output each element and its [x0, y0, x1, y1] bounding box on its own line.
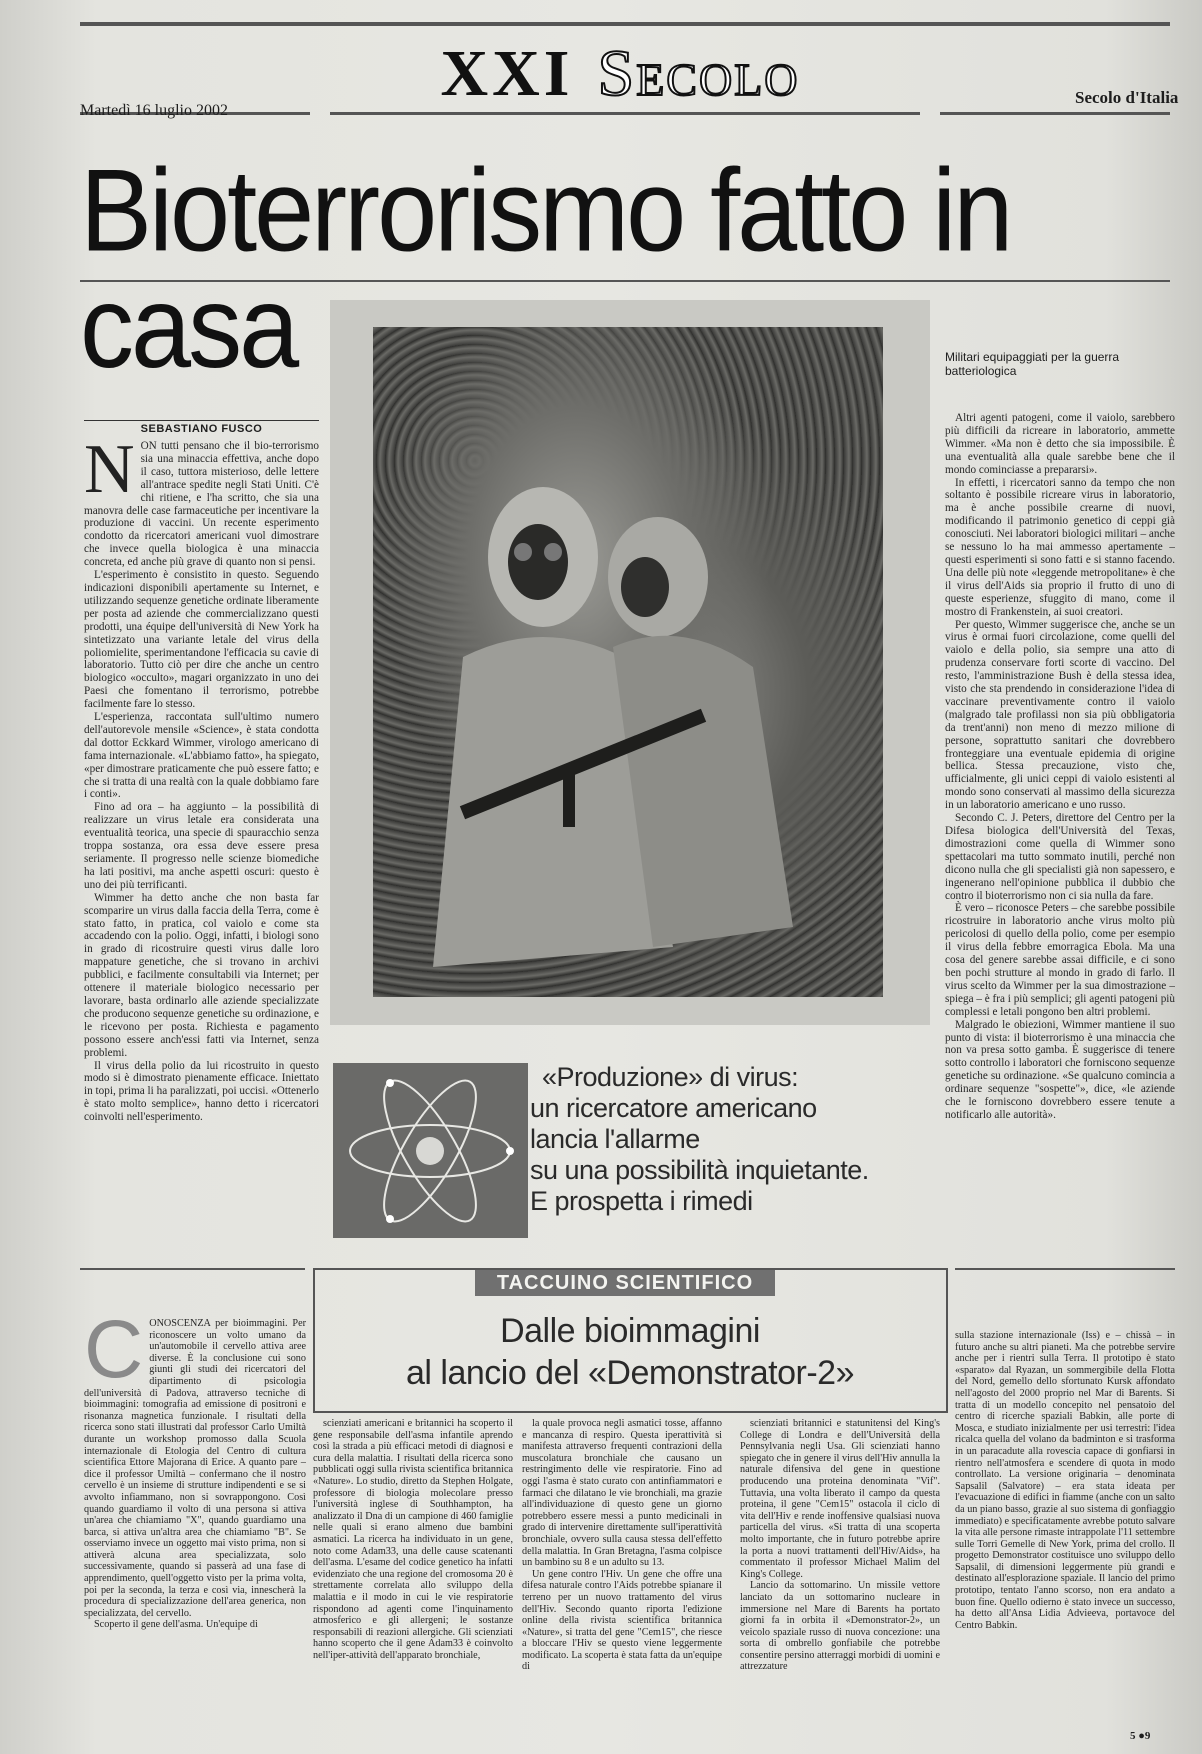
- paper-name: Secolo d'Italia: [1075, 88, 1179, 107]
- atom-icon: [333, 1063, 528, 1238]
- rifle-magazine: [563, 767, 575, 827]
- paragraph: Secondo C. J. Peters, direttore del Centro per la Difesa biologica dell'Università del Texas, dimostrazioni come quella di Wimmer sono spettacolari ma tutto sommato inutili, perché non dicono nulla che gli specialisti già non sapessero, e ingenerano nell'opinione pubblica il dubbio che contro il bioterrorismo non ci sia nulla da fare.: [945, 812, 1175, 902]
- paragraph: Un gene contro l'Hiv. Un gene che offre una difesa naturale contro l'Aids potrebbe spianare il terreno per un nuovo trattamento del virus dell'Hiv. Secondo quanto riporta l'edizione online della rivista scientifica britannica «Nature», si tratta del gene "Cem15", che riesce a bloccare l'Hiv se questo viene leggermente modificato. La scoperta è stata fatta da un'equipe di: [522, 1568, 722, 1673]
- page-number: 5 ●9: [1130, 1730, 1151, 1742]
- pull-quote-line: E prospetta i rimedi: [530, 1186, 753, 1216]
- box-title-line-2: al lancio del «Demonstrator-2»: [405, 1354, 855, 1392]
- paragraph: Lancio da sottomarino. Un missile vettore lanciato da un sottomarino nucleare in immersione nel Mare di Barents ha portato giorni fa in orbita il «Demonstrator-2», un veicolo spaziale russo di nuova concezione: una sorta di ombrello gonfiabile che potrebbe consentire persino atterraggi morbidi di uomini e attrezzature: [740, 1580, 940, 1673]
- paragraph: Wimmer ha detto anche che non basta far scomparire un virus dalla faccia della Terra, come è stato fatto, in pratica, col vaiolo e come sta accadendo con la polio. Oggi, infatti, i biologi sono in grado di ricostruire questi virus dalle loro mappature genetiche, che si trovano in archivi pubblici, e facilmente consultabili via Internet; per ottenere il materiale biologico necessario per lavorare, basta ordinarlo alle aziende specializzate che producono sequenze genetiche su ordinazione, e le ricevono per posta. Richiesta e pagamento possono essere anch'essi fatti via Internet, senza problemi.: [84, 891, 319, 1059]
- box-left-rule: [80, 1268, 305, 1270]
- electron: [386, 1215, 394, 1223]
- atom-illustration: [333, 1063, 528, 1238]
- article-column-1: [84, 440, 319, 1235]
- issue-date: Martedì 16 luglio 2002: [80, 102, 228, 119]
- gas-mask-left: [508, 524, 568, 600]
- article-column-3: [945, 412, 1175, 1252]
- box-title: [320, 1310, 940, 1394]
- paragraph: Fino ad ora – ha aggiunto – la possibilità di realizzare un virus letale era considerata una eventualità teorica, una specie di spauracchio senza troppa sostanza, ora essa deve essere presa seriamente. Il progresso nelle scienze biomediche ha lati positivi, ma anche aspetti oscuri: questo è uno dei più terrificanti.: [84, 801, 319, 891]
- paragraph: Scoperto il gene dell'asma. Un'equipe di: [94, 1619, 258, 1631]
- dropcap-c: C: [84, 1318, 144, 1395]
- pull-quote-line: su una possibilità inquietante.: [530, 1155, 869, 1185]
- masthead-title: [380, 38, 860, 110]
- dropcap: N: [84, 440, 135, 508]
- paragraph: L'esperienza, raccontata sull'ultimo numero dell'autorevole mensile «Science», è stata condotta dal dottor Eckkard Wimmer, virologo americano di fama internazionale. «L'abbiamo fatto», ha spiegato, «per dimostrare praticamente che può essere fatto; e che si tratta di una realtà con la quale dobbiamo fare i conti».: [84, 711, 319, 801]
- byline: SEBASTIANO FUSCO: [84, 420, 319, 435]
- box-column-2: [313, 1418, 513, 1723]
- pull-quote: [530, 1062, 930, 1217]
- mask-eye-left: [514, 543, 532, 561]
- paragraph: Il virus della polio da lui ricostruito in questo modo si è dimostrato pienamente efficace. Iniettato in topi, prima li ha paralizzati, poi uccisi. «Ottenerlo è stato molto semplice», hanno detto i ricercatori coinvolti nell'esperimento.: [84, 1059, 319, 1124]
- article-headline: Bioterrorismo fatto in casa: [80, 144, 1011, 392]
- paragraph: la quale provoca negli asmatici tosse, affanno e mancanza di respiro. Questa iperattività si manifesta attraverso frequenti contrazioni della muscolatura bronchiale che causano un restringimento delle vie respiratorie. Fino ad oggi l'asma è stato curato con antinfiammatori e farmaci che dilatano le vie bronchiali, ma grazie all'individuazione di questo gene un giorno potrebbero essere messi a punto medicinali in grado di intervenire direttamente sull'iperattività bronchiale, ovvero sulla causa stessa dell'effetto della malattia. In Gran Bretagna, l'asma colpisce un bambino su 8 e un adulto su 13.: [522, 1418, 722, 1569]
- nucleus: [416, 1137, 444, 1165]
- paragraph: Per questo, Wimmer suggerisce che, anche se un virus è ormai fuori circolazione, come quelli del vaiolo e della polio, sia sempre una atto di prudenza conservare forti scorte di vaccino. Del resto, l'amministrazione Bush è della stessa idea, visto che sta prendendo in considerazione l'idea di vaccinare preventivamente contro il vaiolo (malgrado tale profilassi non sia più obbligatoria da trent'anni) non meno di mezzo milione di persone, soprattutto sanitari che dovrebbero fronteggiare una eventuale epidemia di origine bellica. Stessa precauzione, visto che, ufficialmente, gli unici ceppi di vaiolo esistenti al mondo sono conservati al massimo della sicurezza in un laboratorio americano e uno russo.: [945, 618, 1175, 812]
- paragraph: Altri agenti patogeni, come il vaiolo, sarebbero più difficili da ricreare in laboratorio, ammette Wimmer. «Ma non è detto che sia impossibile. È una eventualità alla quale sarebbe bene che il mondo cominciasse a prepararsi».: [945, 412, 1175, 476]
- electron: [506, 1147, 514, 1155]
- masthead-xxi: XXI: [440, 37, 574, 110]
- paragraph: scienziati americani e britannici ha scoperto il gene responsabile dell'asma infantile aprendo così la strada a più efficaci metodi di diagnosi e cura della malattia. I risultati della ricerca sono pubblicati oggi sulla rivista scientifica britannica «Nature». Lo studio, diretto da Stephen Holgate, professore di biologia molecolare presso l'università inglese di Southhampton, ha analizzato il Dna di un campione di 460 famiglie nelle quali si erano almeno due bambini asmatici. La ricerca ha individuato in un gene, noto come Adam33, una delle cause scatenanti dell'asma. L'esame del codice genetico ha infatti evidenziato che una regione del cromosoma 20 è strettamente correlata allo sviluppo della malattia e il modo in cui le vie respiratorie rispondono ad agenti come l'inquinamento atmosferico e gli allergeni; le sostanze responsabili di reazioni allergiche. Gli scienziati hanno scoperto che il gene Adam33 è coinvolto nell'iper-attività dell'apparato bronchiale,: [313, 1418, 513, 1661]
- box-column-4: [740, 1418, 940, 1723]
- box-right-rule: [955, 1268, 1175, 1270]
- paragraph: L'esperimento è consistito in questo. Seguendo indicazioni disponibili apertamente su Internet, e utilizzando sequenze genetiche ordinate liberamente per posta ad aziende che commercializzano questi prodotti, una équipe dell'università di New York ha sintetizzato una variante letale del virus della poliomielite, sperimentandone l'efficacia su cavie di laboratorio. Tutto ciò per dire che anche un centro biologico «occulto», magari organizzato in uno dei Paesi che fomentano il terrorismo, potrebbe facilmente fare lo stesso.: [84, 569, 319, 711]
- paragraph: In effetti, i ricercatori sanno da tempo che non soltanto è possibile ricreare virus in laboratorio, ma è anche possibile crearne di nuovi, modificando il patrimonio genetico di ceppi già conosciuti. Nei laboratori biologici militari – anche se nessuno lo ha mai ammesso apertamente – questi esperimenti si sono fatti e si stanno facendo. Una delle più note «leggende metropolitane» è che il virus dell'Aids sia proprio il frutto di uno di queste esperienze, sfuggito di mano, come il mostro di Frankenstein, ai suoi creatori.: [945, 476, 1175, 618]
- section-label: TACCUINO SCIENTIFICO: [475, 1270, 775, 1296]
- pull-quote-line: «Produzione» di virus:: [542, 1062, 799, 1092]
- electron: [386, 1079, 394, 1087]
- pull-quote-line: un ricercatore americano: [530, 1093, 817, 1123]
- paragraph: Malgrado le obiezioni, Wimmer mantiene il suo punto di vista: il bioterrorismo è una minaccia che non va presa sotto gamba. È suggerisce di tenere sotto controllo i laboratori che forniscono sequenze genetiche su ordinazione. «Se qualcuno comincia a ordinare sequenze "sospette"», dice, «le aziende che le forniscono dovrebbero essere tenute a notificarlo alle autorità».: [945, 1018, 1175, 1121]
- photo-caption: Militari equipaggiati per la guerra batteriologica: [945, 350, 1120, 378]
- mask-eye-right: [544, 543, 562, 561]
- top-rule: [80, 22, 1170, 26]
- paragraph: È vero – riconosce Peters – che sarebbe possibile ricostruire in laboratorio anche virus molto più pericolosi di quello della polio, come per esempio il virus della febbre emorragica Ebola. Ma una cosa del genere sarebbe assai difficile, e ci sono ben pochi strutture al mondo in grado di farlo. Il virus scelto da Wimmer per la sua dimostrazione – spiega – è fra i più semplici; gli agenti patogeni più complessi e letali pongono ben altri problemi.: [945, 902, 1175, 1018]
- paragraph: ONOSCENZA per bioimmagini. Per riconoscere un volto umano da un'automobile il cervello attiva aree diverse. È la conclusione cui sono giunti gli studi dei ricercatori del dipartimento di psicologia dell'università di Padova, attraverso tecniche di bioimmagini: tomografia ad emissione di positroni e risonanza magnetica funzionale. I risultati della ricerca sono stati illustrati dal professor Carlo Umiltà durante un workshop promosso dalla Scuola internazionale di Etologia del Centro di cultura scientifica Ettore Majorana di Erice. A quanto pare – dice il professor Umiltà – confermano che il nostro cervello è un insieme di strutture indipendenti e se si avvolto infiammano, non si sovrappongono. Così quando guardiamo il volto di una persona si attiva un'area che chiamiamo "X", quando guardiamo una barca, si attiva un'altra area che chiamiamo "B". Se osserviamo invece un oggetto mai visto prima, non si attiverà alcuna area specializzata, solo successivamente, quando si passerà ad una fase di apprendimento, quell'oggetto visto per la prima volta, poi per la seconda, la terza e così via, innescherà la procedura di specializzazione dell'area generica, non specializzata, del cervello.: [84, 1318, 306, 1619]
- masthead-secolo: Secolo: [597, 37, 800, 110]
- box-title-line-1: Dalle bioimmagini: [500, 1312, 760, 1350]
- pull-quote-line: lancia l'allarme: [530, 1124, 700, 1154]
- gas-mask-right: [621, 557, 669, 617]
- masthead-rule-right: [940, 112, 1170, 115]
- masthead-rule-center: [330, 112, 920, 115]
- paragraph: scienziati britannici e statunitensi del King's College di Londra e dell'Università della Pennsylvania negli Usa. Gli scienziati hanno spiegato che in genere il virus dell'Hiv annulla la naturale difensiva del gene in questione producendo una proteina denominata "Vif". Tuttavia, una volta liberato il campo da questa proteina, il gene "Cem15" ostacola il ciclo di vita dell'Hiv e rende inoffensive qualsiasi nuova particella del virus. «Si tratta di una scoperta molto importante, che in futuro potrebbe aprire la porta a nuovi trattamenti dell'Hiv/Aids», ha commentato il professor Michael Malim del King's College.: [740, 1418, 940, 1580]
- photo-illustration: [373, 327, 883, 997]
- box-column-1: [84, 1318, 306, 1723]
- box-column-5: [955, 1330, 1175, 1725]
- paragraph: ON tutti pensano che il bio-terrorismo sia una minaccia effettiva, anche dopo il caso, tuttora misterioso, delle lettere all'antrace spedite negli Stati Uniti. C'è chi ritiene, e l'ha scritto, che sia una manovra delle case farmaceutiche per incentivare la produzione di vaccini. Un recente esperimento condotto da ricercatori americani vuol dimostrare che invece quella biologica è una minaccia concreta, ed anche più grave di quanto non si pensi.: [84, 440, 319, 569]
- soldiers-gas-mask-photo: [373, 327, 883, 997]
- paragraph: sulla stazione internazionale (Iss) e – chissà – in futuro anche su altri pianeti. Ma che potrebbe servire anche per i rientri sulla Terra. Il prototipo è stato «sparato» dal Ryazan, un sommergibile della Flotta del Nord, gemello dello sfortunato Kursk affondato nell'agosto del 2000 proprio nel Mar di Barents. Si tratta di un modello concepito nel pensatoio del centro di ricerche spaziali Babkin, alle porte di Mosca, e studiato inizialmente per usi terrestri: l'idea ricalca quella del volano da badminton e si trasforma in un paracadute alla rovescia capace di gonfiarsi in rientro nell'atmosfera e scendere di quota in modo controllato. La versione originaria – denominata Sapsalil (Salvatore) – era stata ideata per l'evacuazione di edifici in fiamme (anche con un salto da un piano basso, grazie al suo sistema di gonfiaggio immediato) e specificatamente avrebbe potuto salvare la vita alle persone rimaste intrappolate l'11 settembre sulle Torri Gemelle di New York, prima del crollo. Il progetto Demonstrator costituisce uno sviluppo dello Sapsalil, di dimensioni leggermente più grandi e destinato all'esplorazione spaziale. Il lancio del primo prototipo, tentato l'anno scorso, non era andato a buon fine. Quello odierno è stato invece un successo, ha detto all'Ansa Lidia Advieeva, portavoce del Centro Babkin.: [955, 1330, 1175, 1631]
- box-column-3: [522, 1418, 722, 1723]
